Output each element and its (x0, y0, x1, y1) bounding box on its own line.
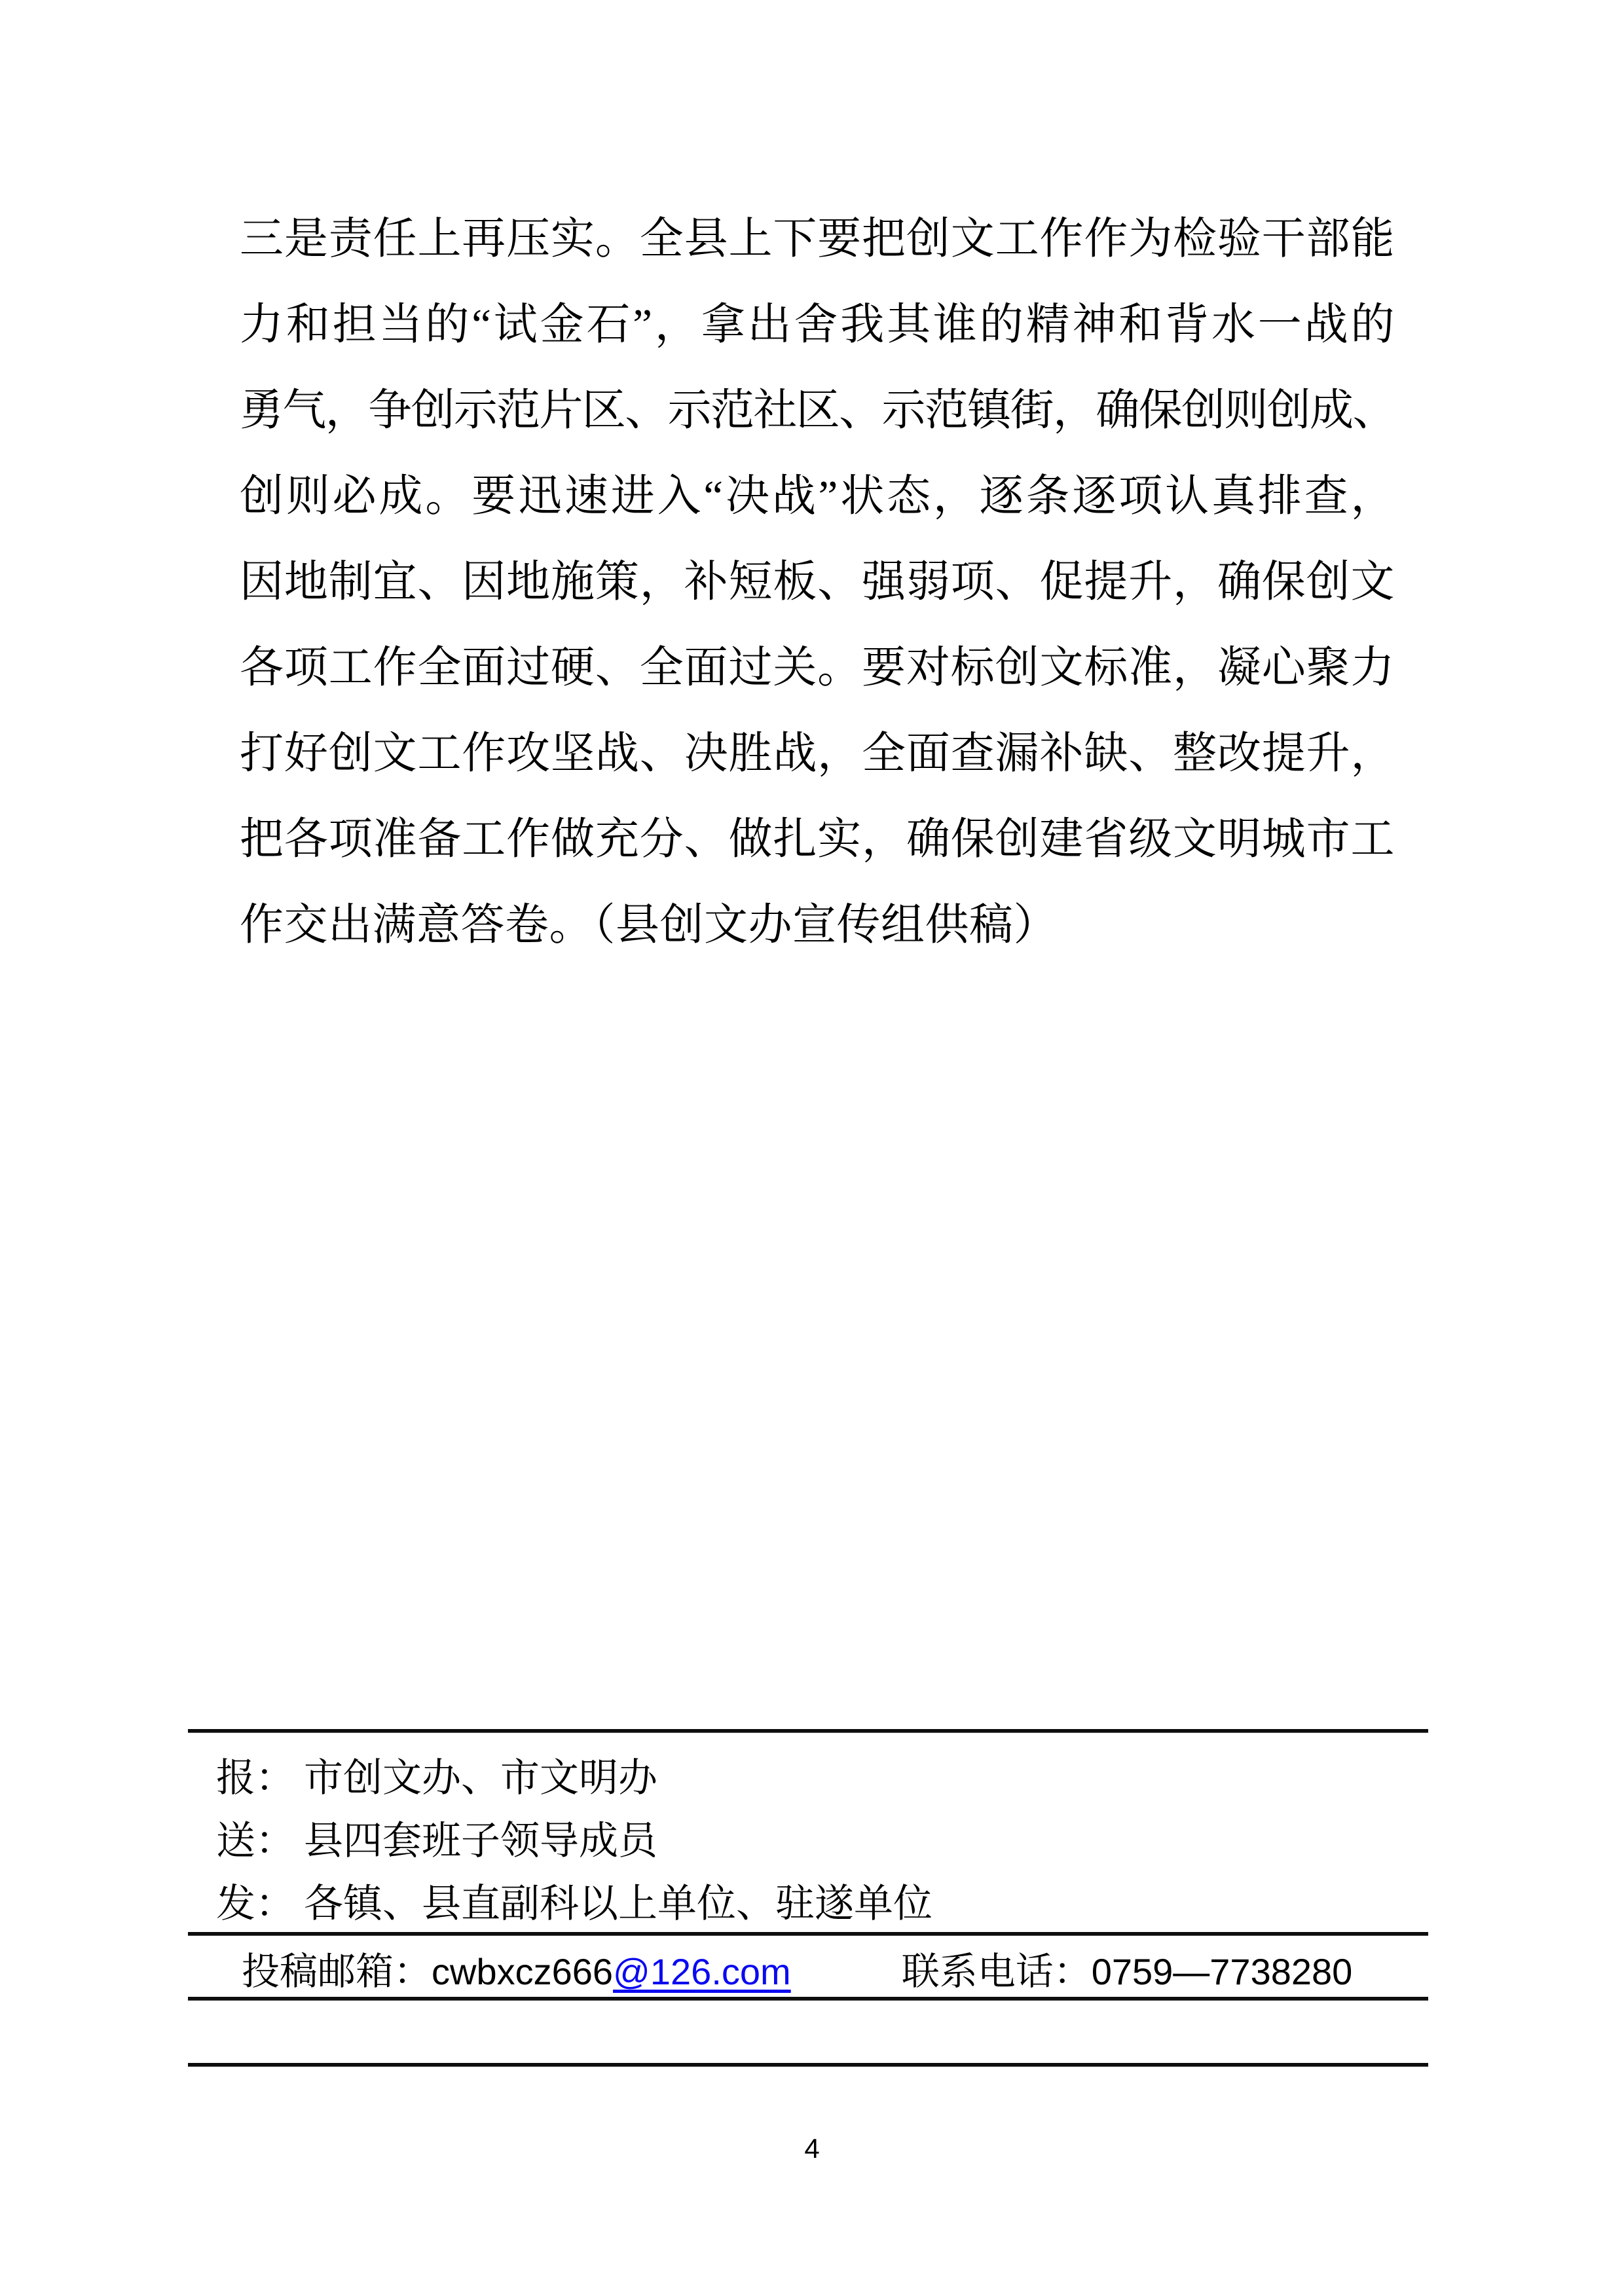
distribution-value: 县四套班子领导成员 (304, 1819, 657, 1863)
contact-row (242, 1948, 1433, 1995)
email-link[interactable]: @126.com (613, 1951, 791, 1992)
body-text-line: 勇气，争创示范片区、示范社区、示范镇街，确保创则创成、 (240, 386, 1395, 435)
body-paragraph (240, 196, 1395, 968)
email-user: cwbxcz666 (432, 1951, 614, 1992)
email-label: 投稿邮箱： (242, 1950, 432, 1993)
separator-line-bottom (188, 2063, 1428, 2067)
phone-number: 0759—7738280 (1091, 1951, 1353, 1992)
separator-line-lower (188, 1997, 1428, 2001)
distribution-value: 各镇、县直副科以上单位、驻遂单位 (304, 1882, 932, 1925)
distribution-label: 报： (216, 1757, 295, 1800)
distribution-row-report (216, 1747, 1434, 1810)
body-text-line: 三是责任上再压实。全县上下要把创文工作作为检验干部能 (240, 215, 1395, 263)
distribution-label: 发： (216, 1882, 295, 1925)
phone-label: 联系电话： (901, 1950, 1092, 1993)
body-text-line: 因地制宜、因地施策，补短板、强弱项、促提升，确保创文 (240, 558, 1395, 606)
distribution-label: 送： (216, 1819, 295, 1863)
separator-line-middle (188, 1932, 1428, 1936)
distribution-row-issue (216, 1872, 1434, 1935)
body-text-line: 打好创文工作攻坚战、决胜战，全面查漏补缺、整改提升， (240, 729, 1395, 778)
body-text-line: 力和担当的“试金石”，拿出舍我其谁的精神和背水一战的 (240, 301, 1395, 349)
page-number: 4 (804, 2133, 820, 2164)
body-text-line: 作交出满意答卷。（县创文办宣传组供稿） (240, 901, 1058, 949)
distribution-row-send (216, 1810, 1434, 1872)
distribution-value: 市创文办、市文明办 (304, 1757, 657, 1800)
body-text-line: 把各项准备工作做充分、做扎实，确保创建省级文明城市工 (240, 815, 1395, 864)
separator-line-top (188, 1729, 1428, 1733)
body-text-line: 创则必成。要迅速进入“决战”状态，逐条逐项认真排查， (240, 472, 1395, 520)
distribution-list (216, 1747, 1434, 1935)
body-text-line: 各项工作全面过硬、全面过关。要对标创文标准，凝心聚力 (240, 644, 1395, 692)
